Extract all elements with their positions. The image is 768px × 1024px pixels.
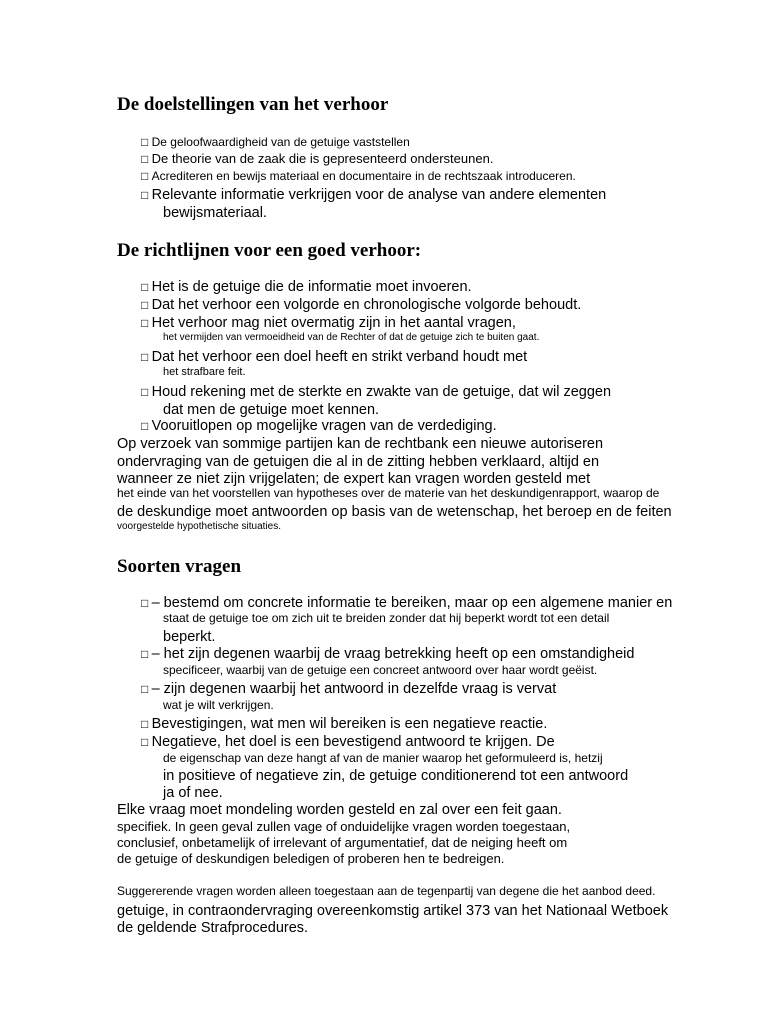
paragraph-line: specifiek. In geen geval zullen vage of onduidelijke vragen worden toegestaan, xyxy=(117,819,571,834)
paragraph-line: het einde van het voorstellen van hypotheses over de materie van het deskundigenrapport, waarop de xyxy=(117,486,660,500)
paragraph-line: ondervraging van de getuigen die al in de zitting hebben verklaard, altijd en xyxy=(117,454,600,470)
bullet-item: □ Het verhoor mag niet overmatig zijn in het aantal vragen, xyxy=(141,315,516,332)
bullet-item: □ – bestemd om concrete informatie te bereiken, maar op een algemene manier en xyxy=(141,595,672,612)
bullet-continuation: staat de getuige toe om zich uit te breiden zonder dat hij beperkt wordt tot een detail xyxy=(163,611,610,625)
bullet-continuation: in positieve of negatieve zin, de getuige conditionerend tot een antwoord xyxy=(163,768,629,784)
paragraph-line: de deskundige moet antwoorden op basis van de wetenschap, het beroep en de feiten xyxy=(117,504,672,520)
bullet-continuation: de eigenschap van deze hangt af van de manier waarop het geformuleerd is, hetzij xyxy=(163,751,603,765)
paragraph-line: Op verzoek van sommige partijen kan de rechtbank een nieuwe autoriseren xyxy=(117,436,604,452)
paragraph-line: conclusief, onbetamelijk of irrelevant of argumentatief, dat de neiging heeft om xyxy=(117,835,568,850)
bullet-item: □ – zijn degenen waarbij het antwoord in dezelfde vraag is vervat xyxy=(141,681,556,698)
bullet-continuation: het vermijden van vermoeidheid van de Rechter of dat de getuige zich te buiten gaat. xyxy=(163,332,540,343)
bullet-item: □ De theorie van de zaak die is gepresenteerd ondersteunen. xyxy=(141,152,493,167)
paragraph-line: getuige, in contraondervraging overeenkomstig artikel 373 van het Nationaal Wetboek xyxy=(117,903,669,919)
bullet-item: □ Dat het verhoor een volgorde en chronologische volgorde behoudt. xyxy=(141,297,581,314)
bullet-item: □ Houd rekening met de sterkte en zwakte van de getuige, dat wil zeggen xyxy=(141,384,611,401)
paragraph-line: Elke vraag moet mondeling worden gesteld en zal over een feit gaan. xyxy=(117,802,562,818)
bullet-continuation: ja of nee. xyxy=(163,785,223,801)
paragraph-line: de geldende Strafprocedures. xyxy=(117,920,309,936)
paragraph-line: voorgestelde hypothetische situaties. xyxy=(117,521,281,532)
bullet-item: □ – het zijn degenen waarbij de vraag betrekking heeft op een omstandigheid xyxy=(141,646,634,663)
section-heading: De doelstellingen van het verhoor xyxy=(117,94,389,115)
bullet-item: □ Acrediteren en bewijs materiaal en documentaire in de rechtszaak introduceren. xyxy=(141,170,576,184)
bullet-continuation: wat je wilt verkrijgen. xyxy=(163,698,274,712)
bullet-continuation: bewijsmateriaal. xyxy=(163,205,267,221)
paragraph-line: Suggererende vragen worden alleen toegestaan aan de tegenpartij van degene die het aanbod deed. xyxy=(117,884,656,898)
bullet-item: □ De geloofwaardigheid van de getuige vaststellen xyxy=(141,136,410,150)
bullet-item: □ Negatieve, het doel is een bevestigend antwoord te krijgen. De xyxy=(141,734,555,751)
bullet-item: □ Relevante informatie verkrijgen voor de analyse van andere elementen xyxy=(141,187,606,204)
bullet-item: □ Het is de getuige die de informatie moet invoeren. xyxy=(141,279,472,296)
section-heading: Soorten vragen xyxy=(117,556,242,577)
section-heading: De richtlijnen voor een goed verhoor: xyxy=(117,240,422,261)
bullet-continuation: dat men de getuige moet kennen. xyxy=(163,402,380,418)
paragraph-line: de getuige of deskundigen beledigen of proberen hen te bedreigen. xyxy=(117,851,505,866)
bullet-item: □ Dat het verhoor een doel heeft en strikt verband houdt met xyxy=(141,349,527,366)
bullet-continuation: beperkt. xyxy=(163,629,216,645)
bullet-continuation: het strafbare feit. xyxy=(163,366,246,378)
bullet-continuation: specificeer, waarbij van de getuige een concreet antwoord over haar wordt geëist. xyxy=(163,663,598,677)
paragraph-line: wanneer ze niet zijn vrijgelaten; de expert kan vragen worden gesteld met xyxy=(117,471,591,487)
bullet-item: □ Bevestigingen, wat men wil bereiken is een negatieve reactie. xyxy=(141,716,547,733)
bullet-item: □ Vooruitlopen op mogelijke vragen van de verdediging. xyxy=(141,418,497,435)
